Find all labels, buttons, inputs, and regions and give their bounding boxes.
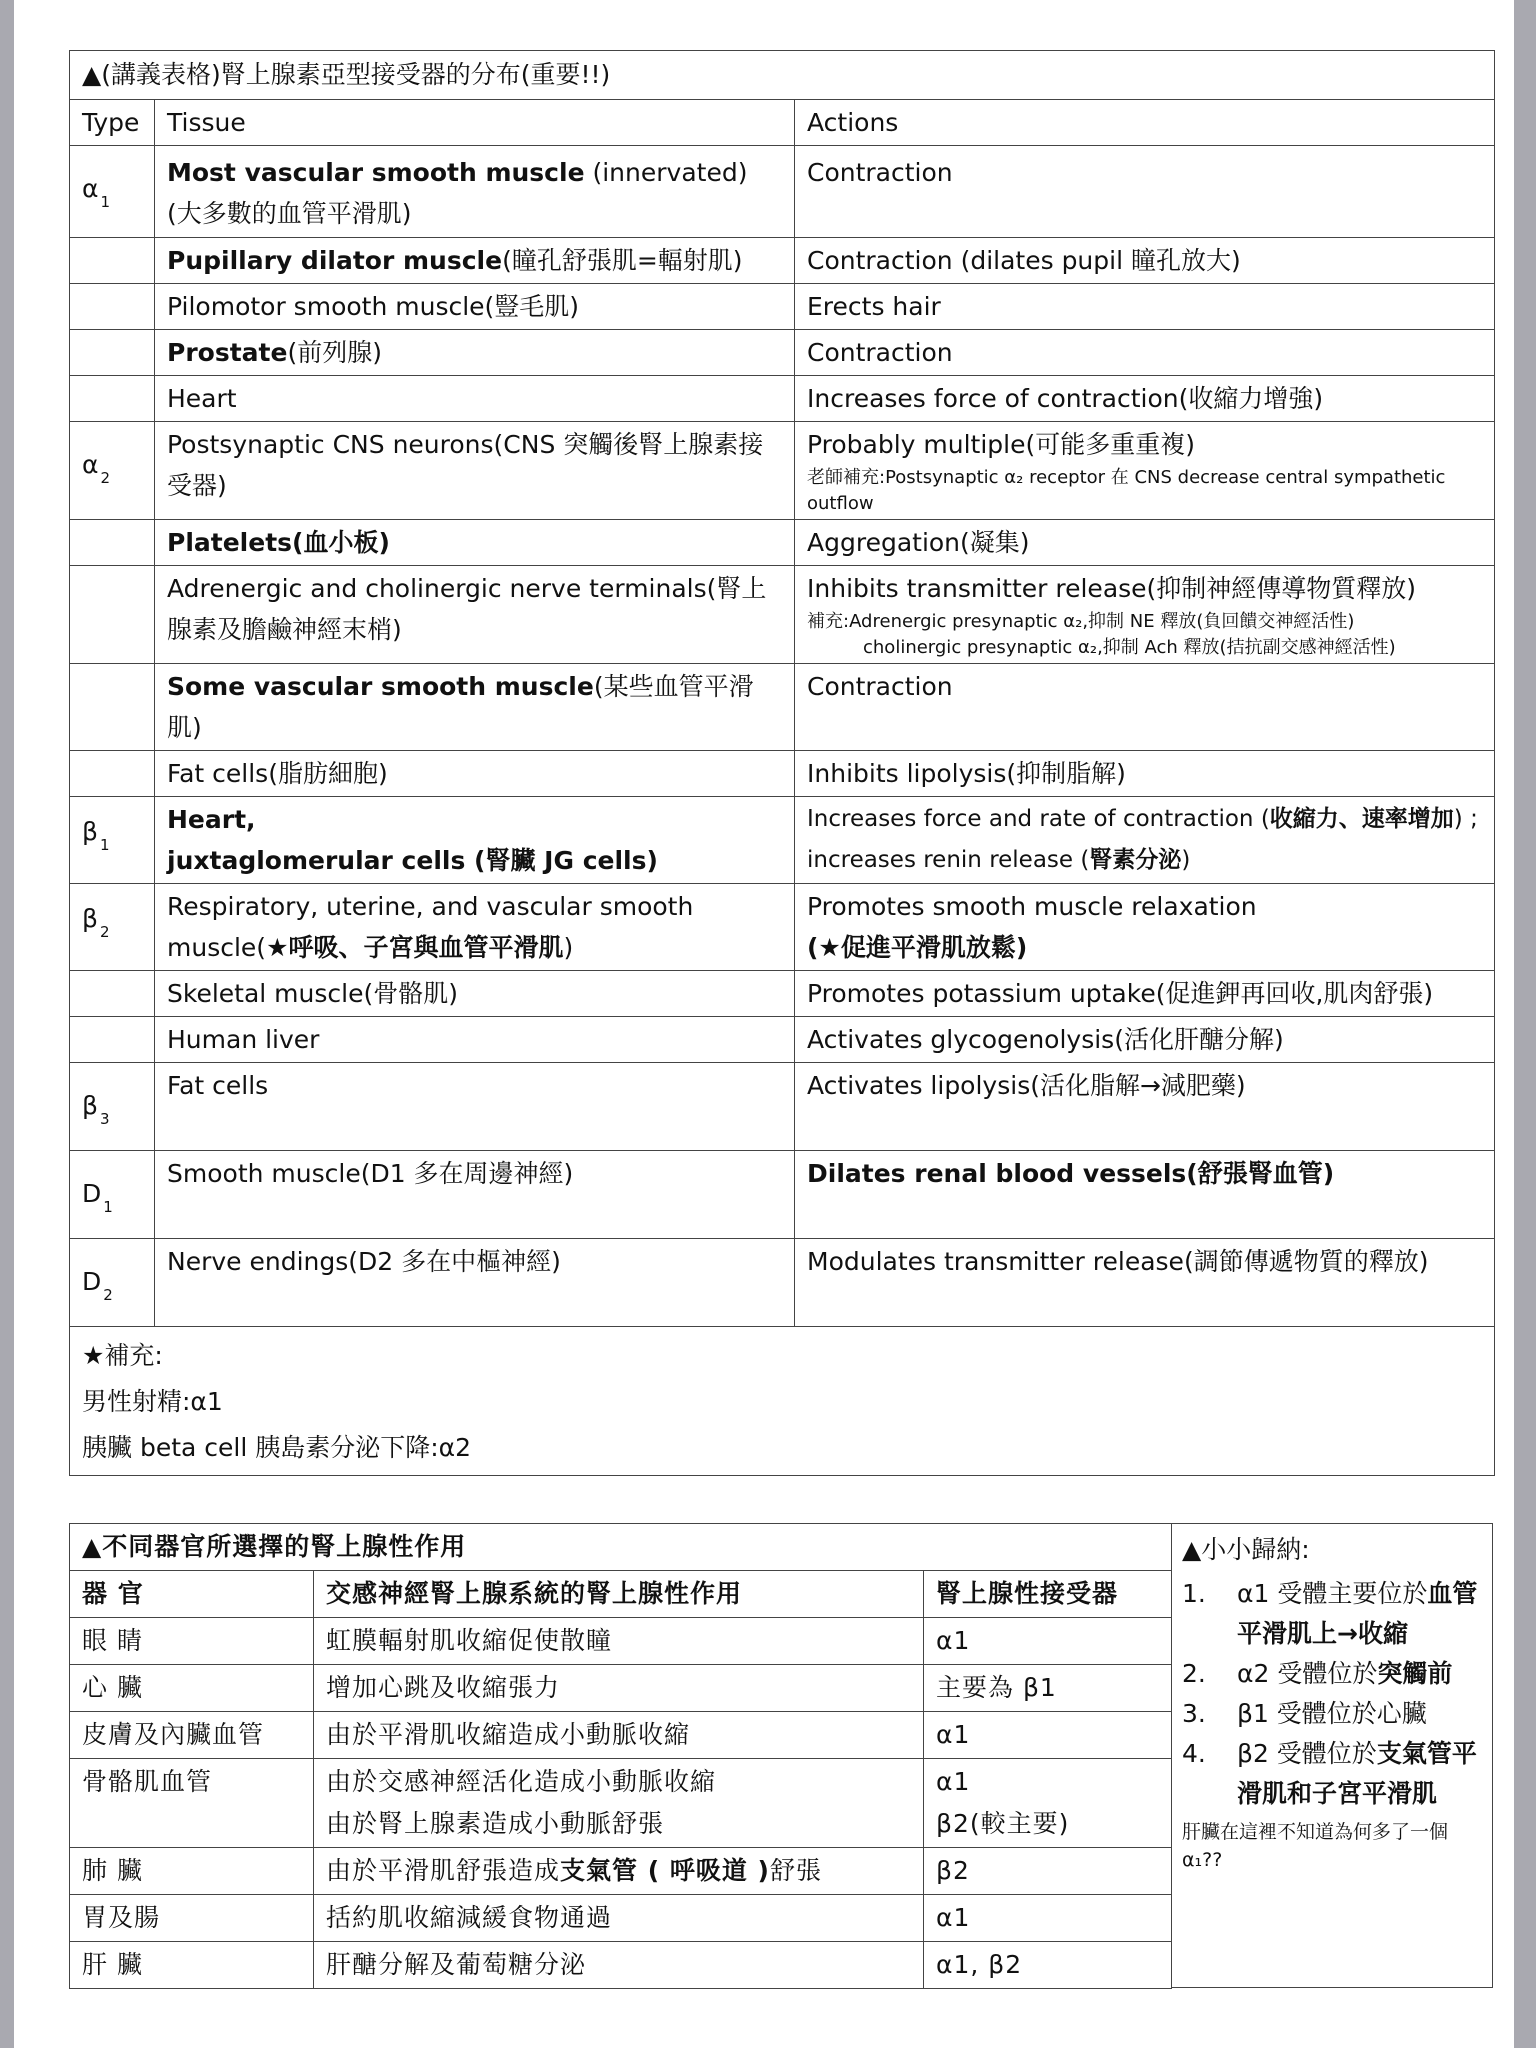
tissue-text: Human liver [155,1017,795,1063]
tissue-text: Fat cells(脂肪細胞) [155,751,795,797]
receptor-subscript: 2 [100,469,111,487]
summary-box [1171,1523,1493,1988]
action-text: ) [1181,847,1191,873]
table-row [70,1239,1495,1327]
table-row [70,1063,1495,1151]
table-row [70,797,1495,884]
summary-item-number: 3. [1182,1699,1206,1728]
action-bold: 收縮力、速率增加 [1269,806,1454,832]
action-bold: (★促進平滑肌放鬆) [807,933,1028,962]
document-page [14,0,1514,2048]
action-text: Contraction [795,664,1495,751]
table-title: ▲不同器官所選擇的腎上腺性作用 [70,1524,1172,1571]
summary-item-bold: 支氣管平滑肌和子宮平滑肌 [1237,1739,1477,1808]
receptor-cell: 主要為 β1 [924,1665,1172,1712]
effect-cell: 虹膜輻射肌收縮促使散瞳 [314,1618,924,1665]
header-effect: 交感神經腎上腺系統的腎上腺性作用 [314,1571,924,1618]
table-row [70,284,1495,330]
summary-item-number: 4. [1182,1739,1206,1768]
tissue-text: Respiratory, uterine, and vascular smooth [167,892,694,921]
table-row [70,146,1495,238]
header-tissue: Tissue [155,100,795,146]
action-text: Aggregation(凝集) [795,520,1495,566]
action-text: Inhibits lipolysis(抑制脂解) [795,751,1495,797]
receptor-type: α [82,450,99,479]
receptor-cell: α1 [936,1767,971,1796]
tissue-bold: juxtaglomerular cells (腎臟 JG cells) [167,846,658,875]
effect-cell: 增加心跳及收縮張力 [314,1665,924,1712]
tissue-text: Nerve endings(D2 多在中樞神經) [155,1239,795,1327]
receptor-cell: β2 [924,1848,1172,1895]
organ-cell: 肺 臟 [70,1848,314,1895]
summary-item-bold: 突觸前 [1377,1659,1453,1688]
teacher-note: 老師補充:Postsynaptic α₂ receptor 在 CNS decrease central sympathetic outflow [807,467,1446,514]
receptor-cell: β2(較主要) [936,1809,1070,1838]
table-row [70,376,1495,422]
receptor-cell: α1 [924,1712,1172,1759]
receptor-type: D [82,1267,102,1296]
effect-bold: 支氣管 ( 呼吸道 ) [560,1856,770,1885]
organ-cell: 心 臟 [70,1665,314,1712]
table-footer-row [70,1327,1495,1476]
action-text: Erects hair [795,284,1495,330]
tissue-bold: Some vascular smooth muscle [167,672,594,701]
receptor-subscript: 1 [103,1198,113,1216]
receptor-subscript: 2 [103,1286,113,1304]
summary-item [1182,1574,1482,1654]
summary-title: ▲小小歸納: [1182,1535,1310,1564]
table-row [70,1712,1172,1759]
summary-item [1182,1654,1482,1694]
tissue-bold: Pupillary dilator muscle [167,246,503,275]
effect-cell: 由於平滑肌舒張造成 [326,1856,561,1885]
table-row [70,1017,1495,1063]
receptor-cell: α1, β2 [924,1942,1172,1989]
action-text: ) ; [1453,806,1478,832]
tissue-text: (瞳孔舒張肌=輻射肌) [502,246,743,275]
table-row [70,330,1495,376]
receptor-type: D [82,1179,102,1208]
action-text: Contraction [795,146,1495,238]
receptor-cell: α1 [924,1895,1172,1942]
tissue-text: (innervated) (大多數的血管平滑肌) [167,158,748,228]
header-type: Type [70,100,155,146]
effect-cell: 舒張 [769,1856,822,1885]
action-text: Probably multiple(可能多重重複) [807,430,1196,459]
effect-cell: 括約肌收縮減緩食物通過 [314,1895,924,1942]
tissue-text: Fat cells [155,1063,795,1151]
action-text: Increases force of contraction(收縮力增強) [795,376,1495,422]
action-text: Activates glycogenolysis(活化肝醣分解) [795,1017,1495,1063]
header-organ: 器 官 [70,1571,314,1618]
table-row [70,1618,1172,1665]
organ-cell: 胃及腸 [70,1895,314,1942]
receptor-subscript: 1 [99,836,110,854]
action-text: Activates lipolysis(活化脂解→減肥藥) [795,1063,1495,1151]
tissue-text: Skeletal muscle(骨骼肌) [155,971,795,1017]
table-row [70,1665,1172,1712]
action-text: Inhibits transmitter release(抑制神經傳導物質釋放) [807,574,1417,603]
table-row [70,566,1495,664]
footer-supplement-line: 胰臟 beta cell 胰島素分泌下降:α2 [82,1433,472,1462]
table-header-row [70,100,1495,146]
summary-item-text: α2 受體位於 [1237,1659,1378,1688]
table-row [70,1151,1495,1239]
tissue-bold: Prostate [167,338,288,367]
table-row [70,664,1495,751]
table-row [70,1895,1172,1942]
tissue-text: Pilomotor smooth muscle(豎毛肌) [155,284,795,330]
summary-item-text: α1 受體主要位於 [1237,1579,1428,1608]
footer-supplement-title: ★補充: [82,1341,163,1370]
table-row [70,1848,1172,1895]
table-header-row [70,1571,1172,1618]
action-text: Contraction (dilates pupil 瞳孔放大) [795,238,1495,284]
supplement-note: 補充:Adrenergic presynaptic α₂,抑制 NE 釋放(負回饋交神經活性) [807,611,1355,632]
tissue-text: ) [563,933,574,962]
action-text: Promotes smooth muscle relaxation [807,892,1257,921]
supplement-note: cholinergic presynaptic α₂,抑制 Ach 釋放(拮抗副交感神經活性) [863,637,1396,658]
summary-item-bold: 血管平滑肌上→收縮 [1237,1579,1478,1648]
organ-effect-table [69,1523,1172,1989]
tissue-text: (前列腺) [287,338,382,367]
organ-cell: 骨骼肌血管 [70,1759,314,1848]
organ-cell: 眼 睛 [70,1618,314,1665]
table-row [70,884,1495,971]
receptor-subscript: 2 [99,923,110,941]
receptor-type: β [82,1091,98,1120]
table-row [70,520,1495,566]
summary-item-text: β2 受體位於 [1237,1739,1377,1768]
summary-item-number: 1. [1182,1579,1206,1608]
effect-cell: 由於平滑肌收縮造成小動脈收縮 [314,1712,924,1759]
summary-item-text: β1 受體位於心臟 [1237,1699,1427,1728]
organ-cell: 皮膚及內臟血管 [70,1712,314,1759]
effect-cell: 由於腎上腺素造成小動脈舒張 [326,1809,665,1838]
tissue-bold: Heart, [167,805,256,834]
table-row [70,238,1495,284]
tissue-text: Postsynaptic CNS neurons(CNS 突觸後腎上腺素接受器) [155,422,795,520]
table-row [70,971,1495,1017]
action-text: Contraction [795,330,1495,376]
receptor-subscript: 1 [100,193,111,211]
tissue-bold: Most vascular smooth muscle [167,158,585,187]
effect-cell: 由於交感神經活化造成小動脈收縮 [326,1767,717,1796]
receptor-type: β [82,817,98,846]
summary-note: 肝臟在這裡不知道為何多了一個 α₁?? [1182,1821,1449,1871]
tissue-text: Smooth muscle(D1 多在周邊神經) [155,1151,795,1239]
footer-supplement-line: 男性射精:α1 [82,1387,223,1416]
action-text: Modulates transmitter release(調節傳遞物質的釋放) [795,1239,1495,1327]
receptor-type: β [82,904,98,933]
action-text: Promotes potassium uptake(促進鉀再回收,肌肉舒張) [795,971,1495,1017]
summary-item-number: 2. [1182,1659,1206,1688]
action-text: Increases force and rate of contraction ( [807,806,1270,832]
tissue-text: Heart [155,376,795,422]
organ-cell: 肝 臟 [70,1942,314,1989]
tissue-bold: ★呼吸、子宮與血管平滑肌 [266,933,564,962]
receptor-subscript: 3 [99,1110,110,1128]
receptor-type: α [82,174,99,203]
table-row [70,1942,1172,1989]
summary-item [1182,1694,1482,1734]
table-row [70,422,1495,520]
table-title: ▲(講義表格)腎上腺素亞型接受器的分布(重要!!) [70,51,1495,100]
receptor-distribution-table [69,50,1495,1476]
action-bold: Dilates renal blood vessels(舒張腎血管) [807,1159,1335,1188]
receptor-cell: α1 [924,1618,1172,1665]
action-text: increases renin release ( [807,847,1090,873]
tissue-text: (某些血管平滑肌) [167,672,754,742]
table-row [70,1759,1172,1848]
effect-cell: 肝醣分解及葡萄糖分泌 [314,1942,924,1989]
tissue-text: muscle( [167,933,267,962]
header-receptor: 腎上腺性接受器 [924,1571,1172,1618]
tissue-text: Adrenergic and cholinergic nerve terminals(腎上腺素及膽鹼神經末梢) [155,566,795,664]
header-actions: Actions [795,100,1495,146]
summary-list [1182,1574,1482,1814]
table-row [70,751,1495,797]
summary-item [1182,1734,1482,1814]
tissue-bold: Platelets(血小板) [167,528,390,557]
action-bold: 腎素分泌 [1089,847,1182,873]
